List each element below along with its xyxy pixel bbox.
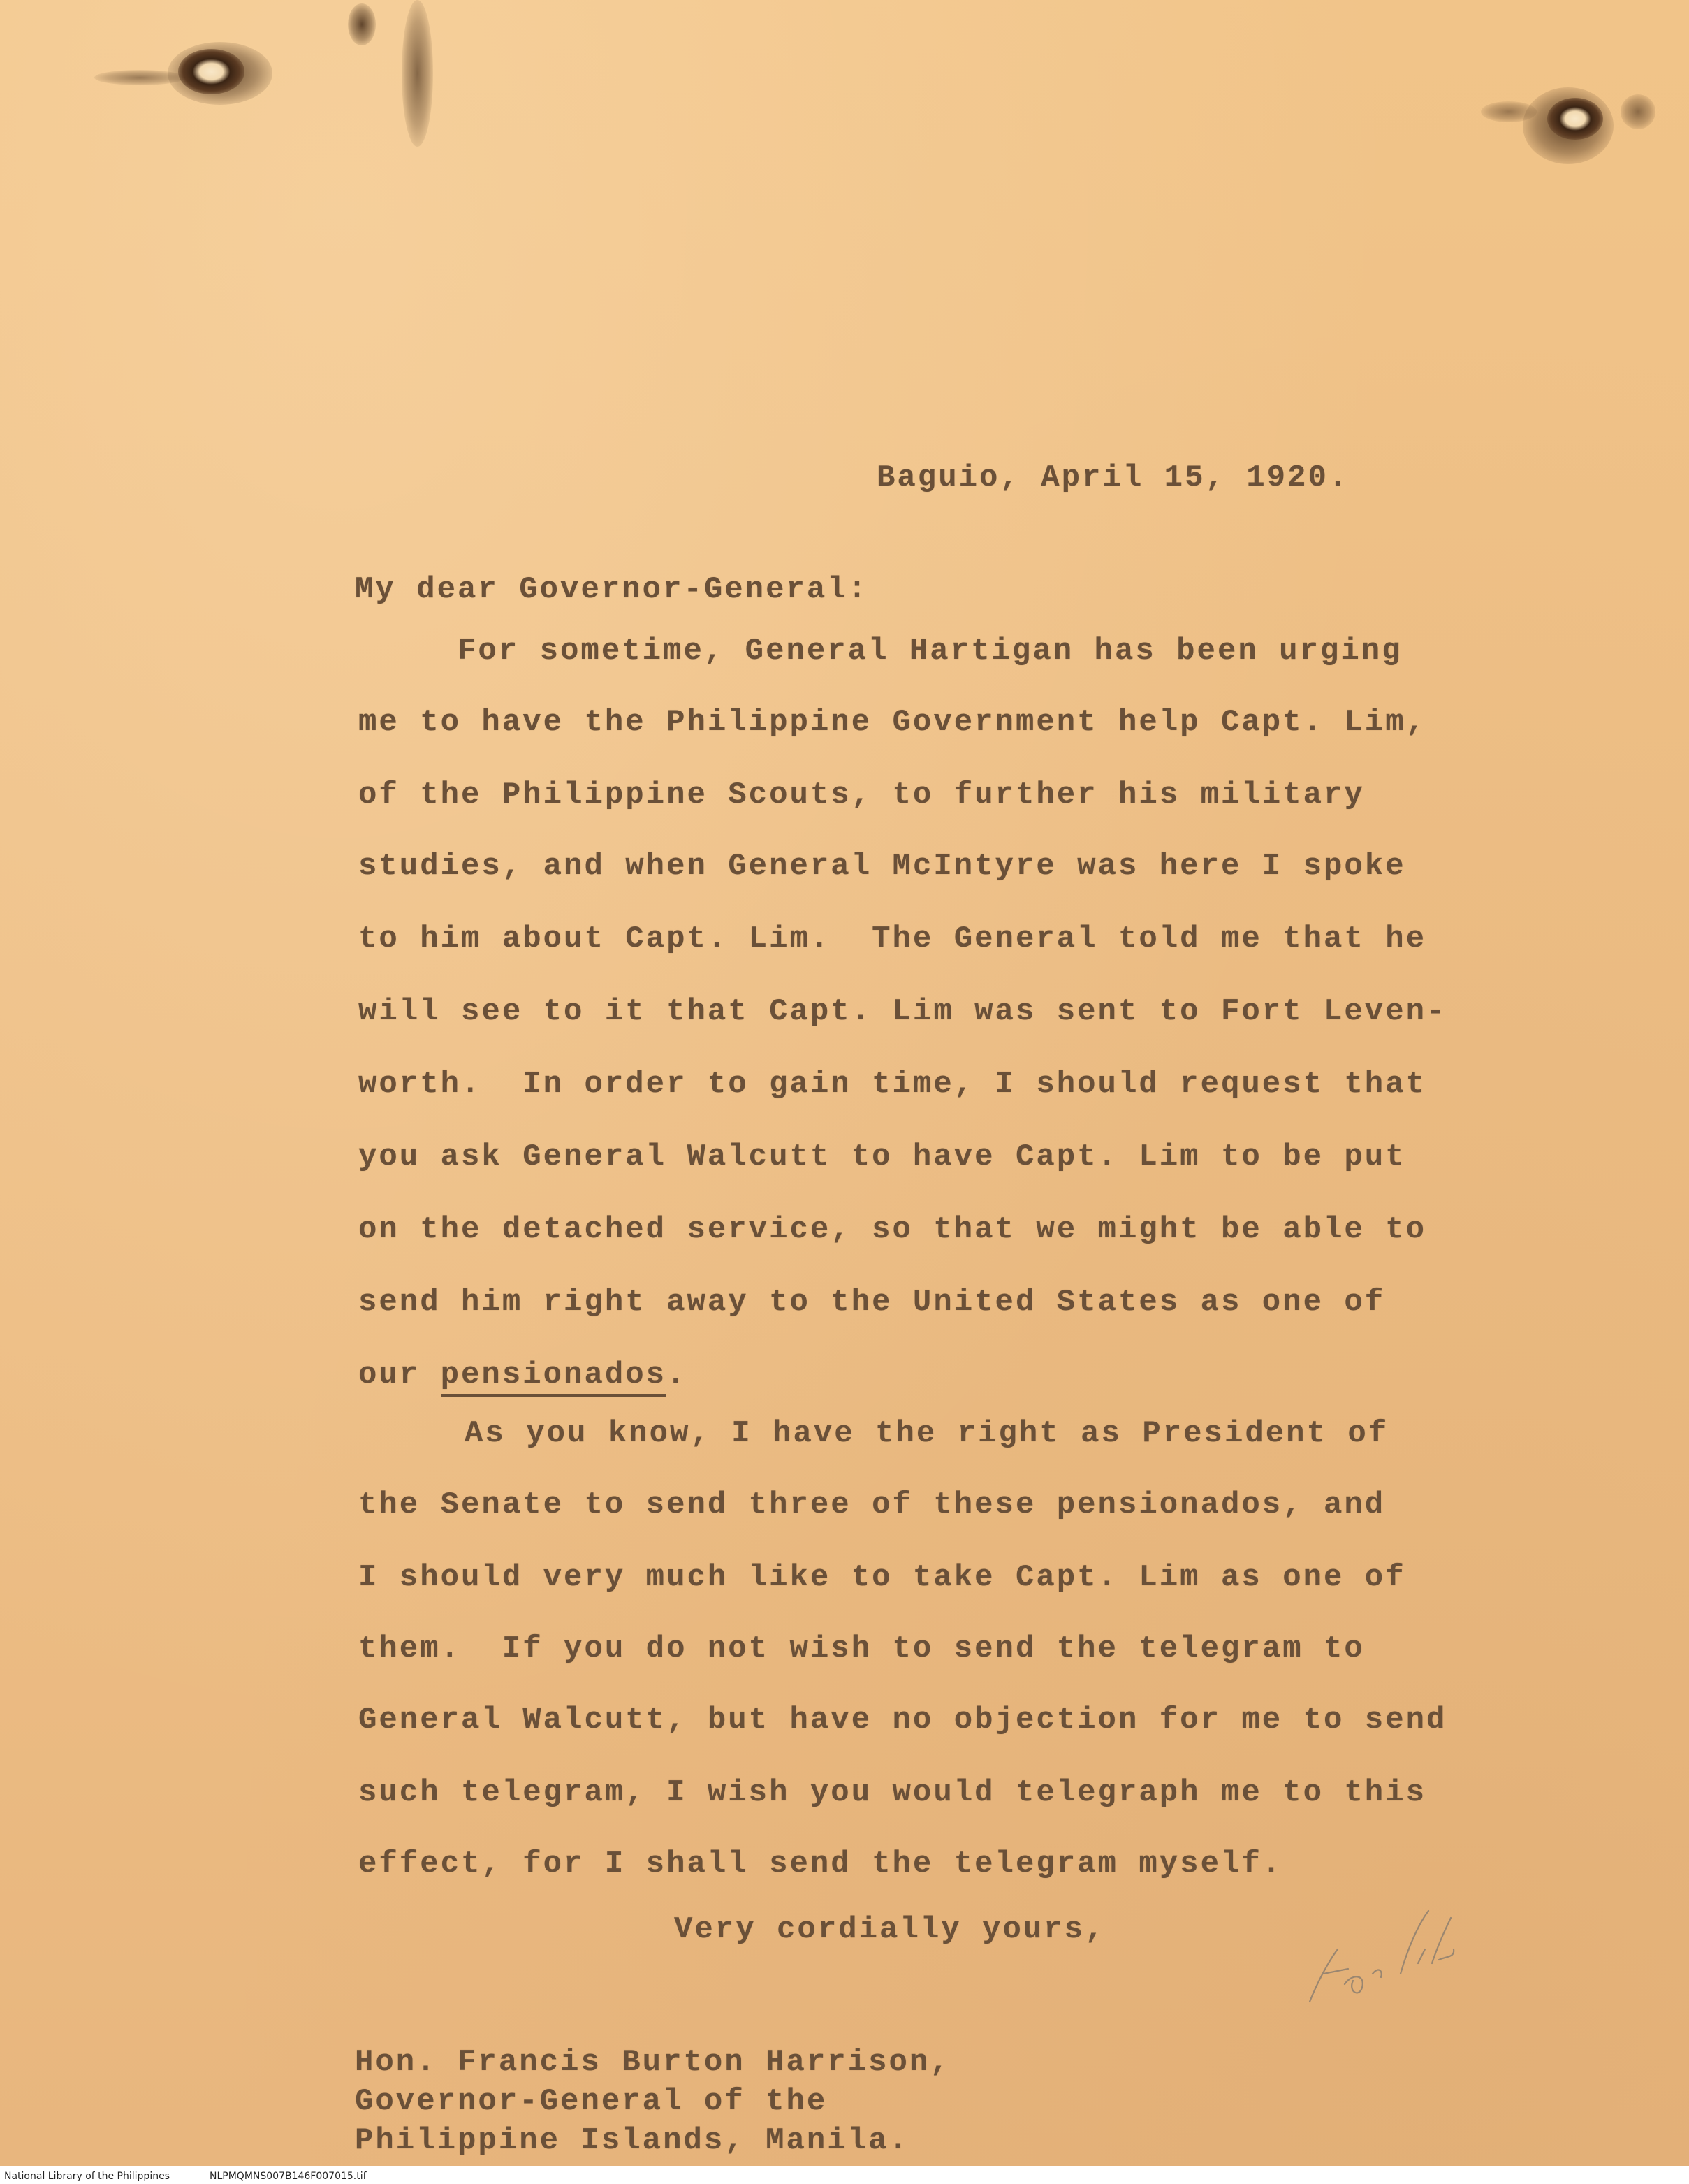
handwritten-note [1296,1907,1456,2012]
body-line: I should very much like to take Capt. Lim as one of [358,1560,1406,1595]
body-line: to him about Capt. Lim. The General told me that he [358,922,1427,956]
body-text: our [358,1357,441,1392]
burn-hole [178,49,244,94]
letter-dateline: Baguio, April 15, 1920. [877,460,1350,495]
body-line: such telegram, I wish you would telegraph me to this [358,1775,1427,1810]
stain-mark [1481,101,1537,122]
address-line: Philippine Islands, Manila. [355,2123,909,2158]
body-line: For sometime, General Hartigan has been urging [458,634,1403,669]
body-line: send him right away to the United States as one of [358,1285,1386,1320]
stain-mark [402,0,433,147]
body-line: General Walcutt, but have no objection for me to send [358,1703,1447,1738]
letter-salutation: My dear Governor-General: [355,572,869,607]
address-line: Governor-General of the [355,2084,828,2119]
body-line: the Senate to send three of these pensionados, and [358,1487,1386,1522]
body-line: on the detached service, so that we might be able to [358,1212,1427,1247]
letter-closing: Very cordially yours, [674,1912,1106,1947]
body-line: As you know, I have the right as President of [465,1416,1389,1451]
stain-mark [94,70,185,85]
body-line: effect, for I shall send the telegram myself. [358,1847,1283,1881]
body-line: me to have the Philippine Government help Capt. Lim, [358,705,1427,740]
stain-mark [1621,94,1655,129]
body-line: them. If you do not wish to send the telegram to [358,1631,1365,1666]
footer-filename: NLPMQMNS007B146F007015.tif [210,2171,367,2182]
burn-hole [1547,98,1603,140]
body-text: . [666,1357,687,1392]
address-line: Hon. Francis Burton Harrison, [355,2045,951,2080]
body-line: worth. In order to gain time, I should request that [358,1067,1427,1102]
body-line: will see to it that Capt. Lim was sent to Fort Leven- [358,994,1447,1029]
body-line-last [358,1357,687,1392]
body-line: you ask General Walcutt to have Capt. Lim to be put [358,1140,1406,1174]
body-line: of the Philippine Scouts, to further his military [358,778,1365,813]
stain-mark [348,3,376,45]
underlined-word: pensionados [441,1357,666,1397]
body-line: studies, and when General McIntyre was here I spoke [358,849,1406,884]
footer-source: National Library of the Philippines [4,2171,170,2182]
